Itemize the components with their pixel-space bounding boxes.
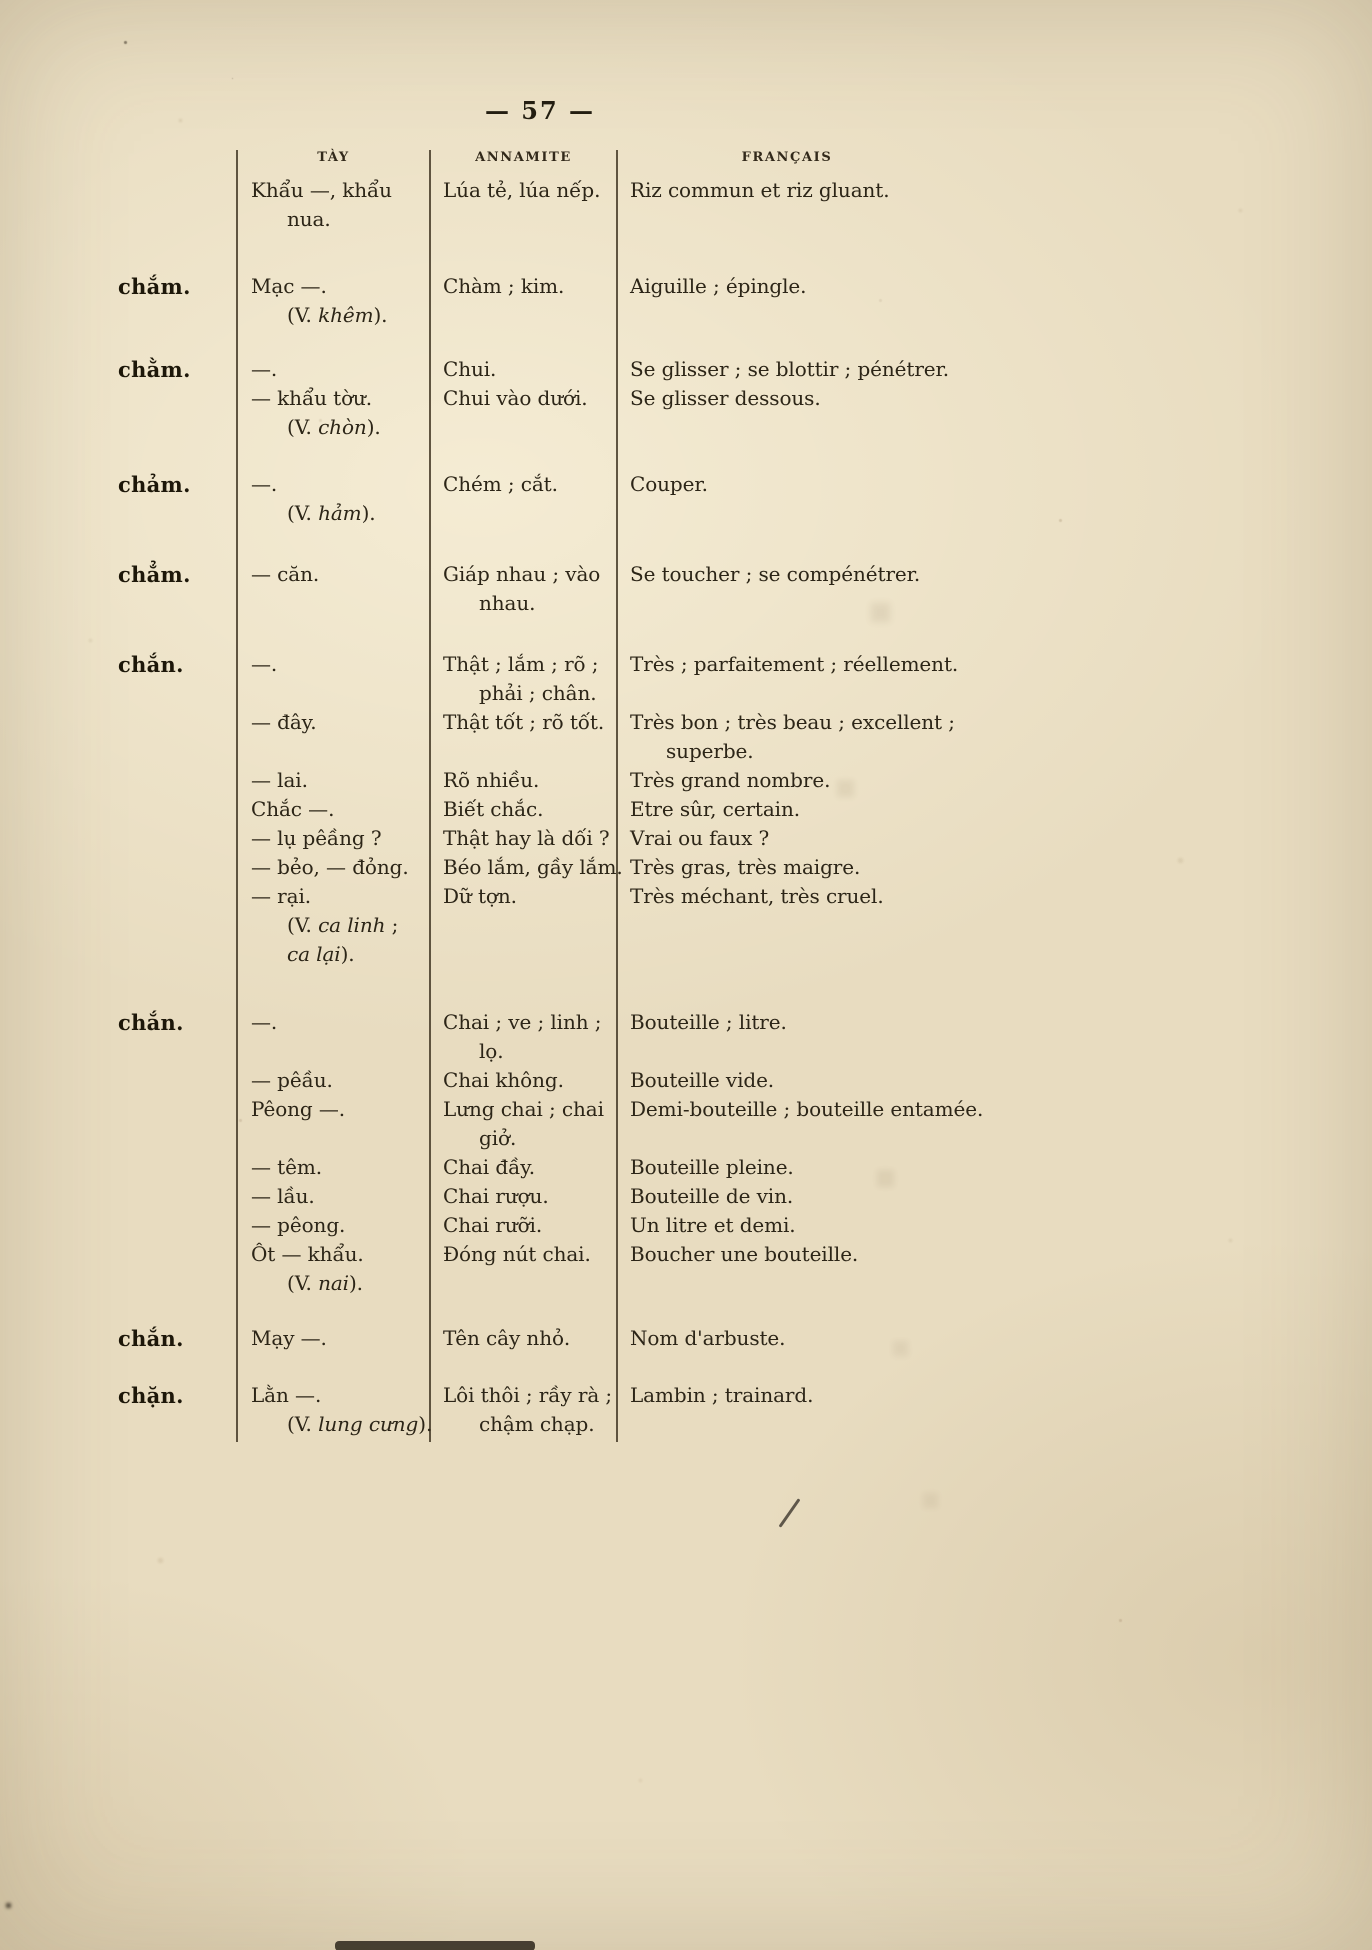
tay-cell xyxy=(237,1240,430,1298)
text-line: Thật ; lắm ; rõ ; xyxy=(443,652,599,676)
text-line: Bouteille ; litre. xyxy=(630,1010,787,1034)
tay-cell xyxy=(237,708,430,737)
text-line: Etre sûr, certain. xyxy=(630,797,801,821)
text-line: Chai ; ve ; linh ; xyxy=(443,1010,602,1034)
italic-cross-reference: nai xyxy=(318,1271,349,1295)
entry-row xyxy=(100,708,1040,766)
text-line: Ôt — khẩu. xyxy=(251,1242,364,1266)
tay-cell xyxy=(237,176,430,234)
francais-cell xyxy=(617,708,1040,766)
tay-cell xyxy=(237,1211,430,1240)
tay-cell xyxy=(237,1095,430,1124)
entry-row xyxy=(100,795,1040,824)
text-line: Nom d'arbuste. xyxy=(630,1326,786,1350)
francais-cell xyxy=(617,853,1040,882)
text-line: Bouteille pleine. xyxy=(630,1155,794,1179)
annamite-cell xyxy=(430,176,617,205)
text-line: Se glisser dessous. xyxy=(630,386,821,410)
text-line: superbe. xyxy=(666,739,754,763)
text-line: Chắc —. xyxy=(251,797,335,821)
headword: chắn. xyxy=(118,652,184,677)
text-line: — lai. xyxy=(251,768,308,792)
tay-cell xyxy=(237,1324,430,1353)
headword: chằm. xyxy=(118,357,191,382)
entry-row xyxy=(100,650,1040,708)
italic-cross-reference: hảm xyxy=(318,501,362,525)
ink-bleed-ghost xyxy=(0,0,1,1)
text-line: Mạc —. xyxy=(251,274,327,298)
italic-cross-reference: khêm xyxy=(318,303,374,327)
annamite-cell xyxy=(430,650,617,708)
francais-cell xyxy=(617,355,1040,384)
tay-cell xyxy=(237,560,430,589)
francais-cell xyxy=(617,1095,1040,1124)
tay-cell xyxy=(237,1008,430,1037)
text-line: Thật hay là dối ? xyxy=(443,826,610,850)
annamite-cell xyxy=(430,1381,617,1439)
annamite-cell xyxy=(430,560,617,618)
annamite-cell xyxy=(430,853,623,882)
text-line: — rại. xyxy=(251,884,311,908)
francais-cell xyxy=(617,1182,1040,1211)
text-line: — lụ pêầng ? xyxy=(251,826,382,850)
tay-cell xyxy=(237,650,430,679)
text-line: Boucher une bouteille. xyxy=(630,1242,859,1266)
text-line: Très méchant, très cruel. xyxy=(630,884,884,908)
dictionary-block xyxy=(100,355,1040,442)
headword: chắn. xyxy=(118,1326,184,1351)
tay-cell xyxy=(237,355,430,384)
annamite-cell xyxy=(430,384,617,413)
francais-cell xyxy=(617,795,1040,824)
dictionary-block xyxy=(100,650,1040,969)
tay-cell xyxy=(237,1066,430,1095)
text-line: (V. khêm). xyxy=(287,303,388,327)
text-line: Aiguille ; épingle. xyxy=(630,274,807,298)
entry-row xyxy=(100,1324,1040,1353)
text-line: Chui. xyxy=(443,357,497,381)
text-line: (V. nai). xyxy=(287,1271,363,1295)
tay-cell xyxy=(237,470,430,528)
annamite-cell xyxy=(430,766,617,795)
text-line: — căn. xyxy=(251,562,320,586)
entry-row xyxy=(100,1381,1040,1439)
entry-row xyxy=(100,355,1040,384)
text-line: —. xyxy=(251,472,278,496)
column-header-annamite: ANNAMITE xyxy=(475,150,572,165)
annamite-cell xyxy=(430,708,617,737)
text-line: Très grand nombre. xyxy=(630,768,831,792)
tay-cell xyxy=(237,384,430,442)
text-line: Bouteille de vin. xyxy=(630,1184,794,1208)
text-line: —. xyxy=(251,357,278,381)
text-line: Riz commun et riz gluant. xyxy=(630,178,890,202)
francais-cell xyxy=(617,1066,1040,1095)
entry-row xyxy=(100,1211,1040,1240)
text-line: Chàm ; kim. xyxy=(443,274,565,298)
dictionary-block xyxy=(100,560,1040,618)
entry-row xyxy=(100,824,1040,853)
text-line: (V. ca linh ; xyxy=(287,913,399,937)
francais-cell xyxy=(617,560,1040,589)
annamite-cell xyxy=(430,1240,617,1269)
text-line: Très bon ; très beau ; excellent ; xyxy=(630,710,955,734)
italic-cross-reference: ca linh xyxy=(318,913,386,937)
text-line: Chai rưỡi. xyxy=(443,1213,543,1237)
tay-cell xyxy=(237,853,430,882)
tay-cell xyxy=(237,272,430,330)
tay-cell xyxy=(237,766,430,795)
headword: chảm. xyxy=(118,472,191,497)
text-line: — khẩu tờư. xyxy=(251,386,373,410)
text-line: Très gras, très maigre. xyxy=(630,855,861,879)
text-line: Lúa tẻ, lúa nếp. xyxy=(443,178,601,202)
text-line: Biết chắc. xyxy=(443,797,544,821)
text-line: Couper. xyxy=(630,472,708,496)
text-line: —. xyxy=(251,652,278,676)
entry-row xyxy=(100,1153,1040,1182)
text-line: nua. xyxy=(287,207,331,231)
annamite-cell xyxy=(430,272,617,301)
text-line: Vrai ou faux ? xyxy=(630,826,770,850)
page-number: — 57 — xyxy=(484,96,596,125)
text-line: Très ; parfaitement ; réellement. xyxy=(630,652,959,676)
text-line: Mạy —. xyxy=(251,1326,327,1350)
text-line: chậm chạp. xyxy=(479,1412,595,1436)
annamite-cell xyxy=(430,1095,617,1153)
text-line: ca lại). xyxy=(287,942,355,966)
text-line: Lưng chai ; chai xyxy=(443,1097,604,1121)
francais-cell xyxy=(617,1324,1040,1353)
annamite-cell xyxy=(430,1324,617,1353)
text-line: — đây. xyxy=(251,710,317,734)
stray-pen-mark xyxy=(779,1498,801,1528)
entry-row xyxy=(100,1008,1040,1066)
francais-cell xyxy=(617,824,1040,853)
text-line: —. xyxy=(251,1010,278,1034)
headword: chắn. xyxy=(118,1010,184,1035)
text-line: (V. lung cưng). xyxy=(287,1412,433,1436)
text-line: Se glisser ; se blottir ; pénétrer. xyxy=(630,357,950,381)
italic-cross-reference: chòn xyxy=(318,415,367,439)
text-line: Thật tốt ; rõ tốt. xyxy=(443,710,605,734)
annamite-cell xyxy=(430,1211,617,1240)
entry-row xyxy=(100,470,1040,528)
dictionary-block xyxy=(100,176,1040,234)
annamite-cell xyxy=(430,470,617,499)
italic-cross-reference: lung cưng xyxy=(318,1412,419,1436)
headword: chặn. xyxy=(118,1383,184,1408)
text-line: Lằn —. xyxy=(251,1383,322,1407)
text-line: Demi-bouteille ; bouteille entamée. xyxy=(630,1097,984,1121)
text-line: Bouteille vide. xyxy=(630,1068,775,1092)
entry-row xyxy=(100,272,1040,330)
text-line: Lambin ; trainard. xyxy=(630,1383,814,1407)
annamite-cell xyxy=(430,1182,617,1211)
headword: chẳm. xyxy=(118,562,191,587)
tay-cell xyxy=(237,1381,433,1439)
scan-edge-smudge xyxy=(335,1941,535,1950)
francais-cell xyxy=(617,272,1040,301)
text-line: nhau. xyxy=(479,591,536,615)
entry-row xyxy=(100,882,1040,969)
text-line: Béo lắm, gầy lắm. xyxy=(443,855,623,879)
text-line: Rõ nhiều. xyxy=(443,768,540,792)
column-header-francais: FRANÇAIS xyxy=(741,150,833,165)
dictionary-block xyxy=(100,1008,1040,1298)
dictionary-block xyxy=(100,1324,1040,1353)
text-line: Lôi thôi ; rầy rà ; xyxy=(443,1383,613,1407)
text-line: Se toucher ; se compénétrer. xyxy=(630,562,921,586)
text-line: — lầu. xyxy=(251,1184,315,1208)
column-header-tay: TÀY xyxy=(317,150,350,165)
entry-row xyxy=(100,176,1040,234)
francais-cell xyxy=(617,1240,1040,1269)
text-line: phải ; chân. xyxy=(479,681,597,705)
tay-cell xyxy=(237,824,430,853)
text-line: — pêầu. xyxy=(251,1068,333,1092)
text-line: — bẻo, — đỏng. xyxy=(251,855,409,879)
francais-cell xyxy=(617,176,1040,205)
francais-cell xyxy=(617,470,1040,499)
entry-row xyxy=(100,1095,1040,1153)
text-line: Dữ tợn. xyxy=(443,884,517,908)
francais-cell xyxy=(617,882,1040,911)
entry-row xyxy=(100,853,1040,882)
tay-cell xyxy=(237,795,430,824)
tay-cell xyxy=(237,882,430,969)
annamite-cell xyxy=(430,1066,617,1095)
francais-cell xyxy=(617,1008,1040,1037)
entry-row xyxy=(100,1066,1040,1095)
entry-row xyxy=(100,1182,1040,1211)
dictionary-block xyxy=(100,272,1040,330)
annamite-cell xyxy=(430,795,617,824)
dictionary-block xyxy=(100,1381,1040,1439)
francais-cell xyxy=(617,1381,1040,1410)
text-line: Đóng nút chai. xyxy=(443,1242,591,1266)
headword: chắm. xyxy=(118,274,191,299)
entry-row xyxy=(100,384,1040,442)
text-line: Chui vào dưới. xyxy=(443,386,588,410)
annamite-cell xyxy=(430,1008,617,1066)
dictionary-block xyxy=(100,470,1040,528)
text-line: (V. hảm). xyxy=(287,501,376,525)
annamite-cell xyxy=(430,355,617,384)
text-line: Chai rượu. xyxy=(443,1184,549,1208)
text-line: Chai không. xyxy=(443,1068,564,1092)
francais-cell xyxy=(617,650,1040,679)
text-line: Pêong —. xyxy=(251,1097,346,1121)
text-line: Giáp nhau ; vào xyxy=(443,562,601,586)
francais-cell xyxy=(617,384,1040,413)
entry-row xyxy=(100,1240,1040,1298)
tay-cell xyxy=(237,1182,430,1211)
francais-cell xyxy=(617,766,1040,795)
annamite-cell xyxy=(430,1153,617,1182)
annamite-cell xyxy=(430,824,617,853)
entry-row xyxy=(100,766,1040,795)
text-line: Chém ; cắt. xyxy=(443,472,558,496)
annamite-cell xyxy=(430,882,617,911)
text-line: Chai đầy. xyxy=(443,1155,536,1179)
text-line: lọ. xyxy=(479,1039,504,1063)
italic-cross-reference: ca lại xyxy=(287,942,341,966)
text-line: Khẩu —, khẩu xyxy=(251,178,392,202)
text-line: — pêong. xyxy=(251,1213,346,1237)
francais-cell xyxy=(617,1153,1040,1182)
tay-cell xyxy=(237,1153,430,1182)
text-line: Tên cây nhỏ. xyxy=(443,1326,571,1350)
text-line: (V. chòn). xyxy=(287,415,381,439)
entry-row xyxy=(100,560,1040,618)
entries xyxy=(100,176,1040,1439)
francais-cell xyxy=(617,1211,1040,1240)
text-line: Un litre et demi. xyxy=(630,1213,796,1237)
text-line: — têm. xyxy=(251,1155,322,1179)
text-line: giở. xyxy=(479,1126,517,1150)
